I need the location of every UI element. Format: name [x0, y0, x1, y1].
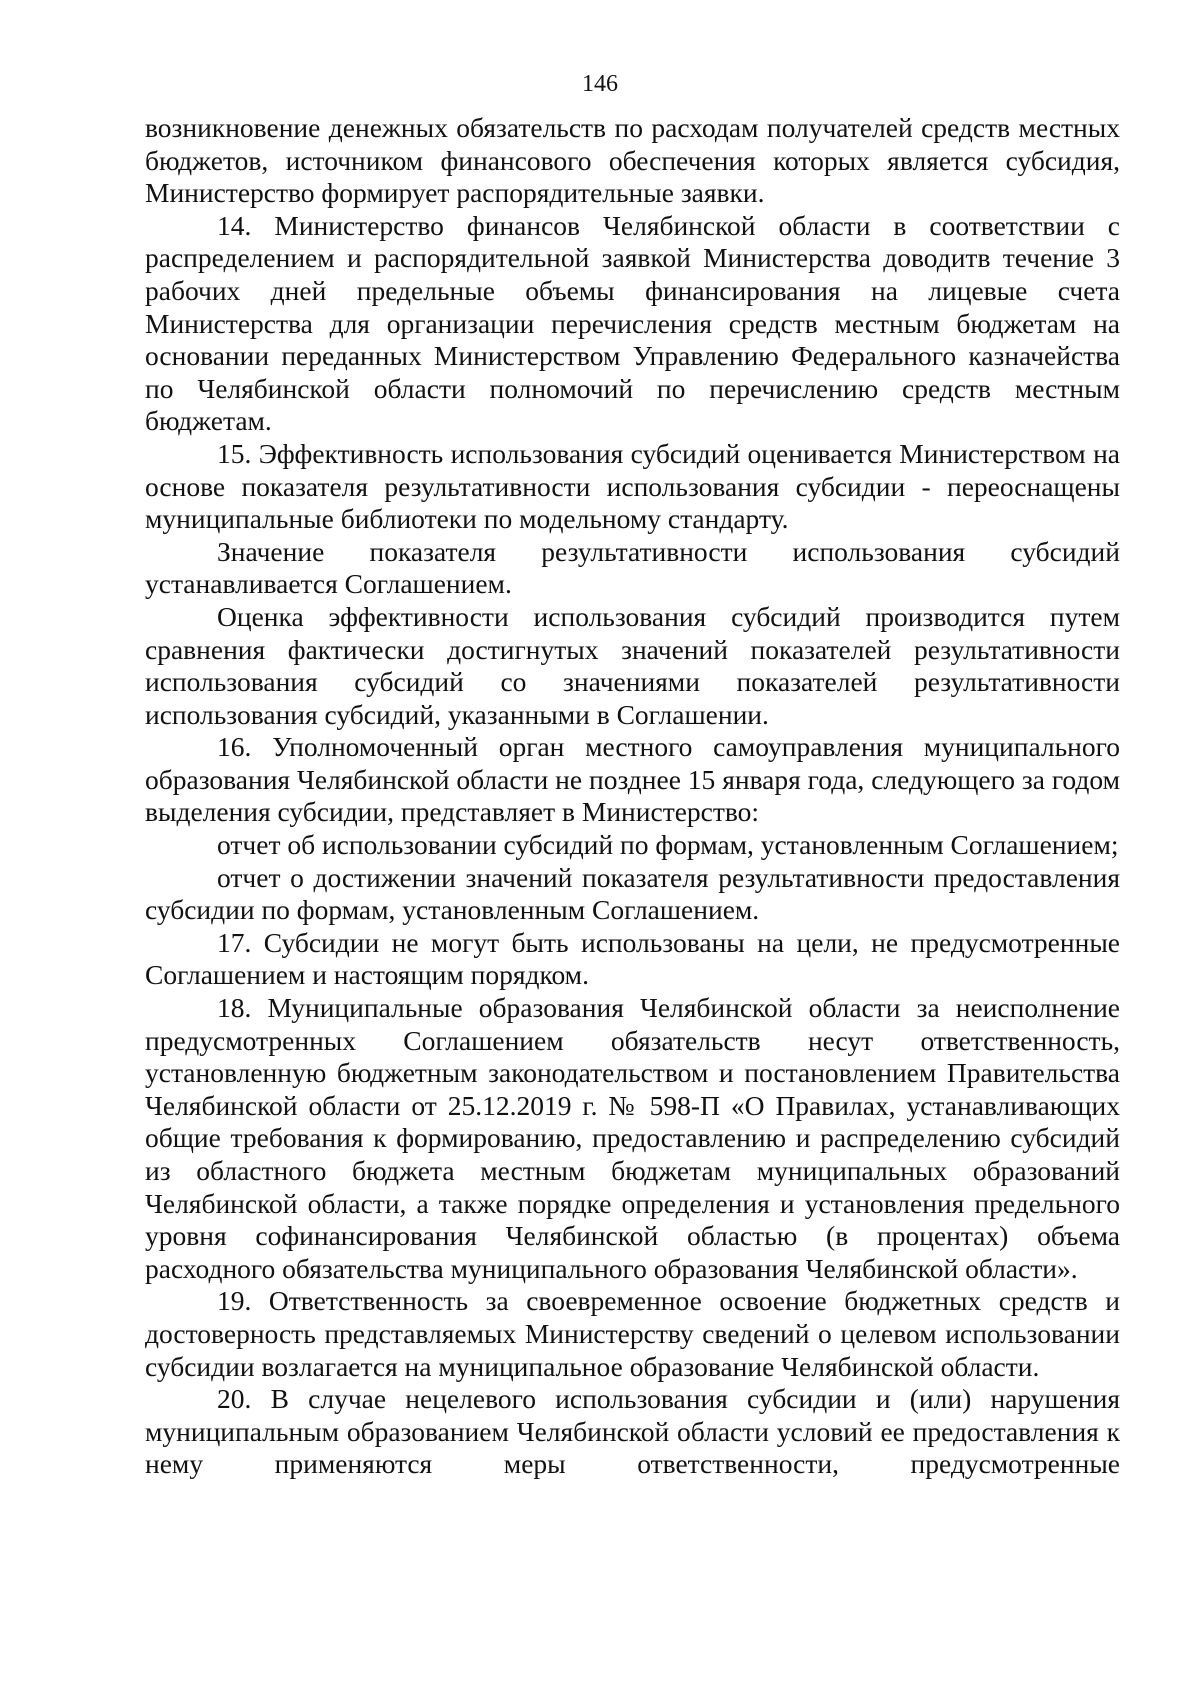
page-number: 146 [582, 71, 618, 97]
paragraph-19: 19. Ответственность за своевременное освоение бюджетных средств и достоверность представляемых Министерству сведений о целевом использовании субсидии возлагается на муниципальное образование Челябинской области. [145, 1285, 1120, 1382]
paragraph-20: 20. В случае нецелевого использования субсидии и (или) нарушения муниципальным образованием Челябинской области условий ее предоставления к нему применяются меры ответственности, предусмотренные [145, 1383, 1120, 1480]
paragraph-14: 14. Министерство финансов Челябинской области в соответствии с распределением и распорядительной заявкой Министерства доводитв течение 3 рабочих дней предельные объемы финансирования на лицевые счета Министерства для организации перечисления средств местным бюджетам на основании переданных Министерством Управлению Федерального казначейства по Челябинской области полномочий по перечислению средств местным бюджетам. [145, 209, 1120, 437]
paragraph-16-report-results: отчет о достижении значений показателя результативности предоставления субсидии по формам, установленным Соглашением. [145, 861, 1120, 926]
paragraph-continuation: возникновение денежных обязательств по расходам получателей средств местных бюджетов, источником финансового обеспечения которых является субсидия, Министерство формирует распорядительные заявки. [145, 112, 1120, 209]
paragraph-16: 16. Уполномоченный орган местного самоуправления муниципального образования Челябинской области не позднее 15 января года, следующего за годом выделения субсидии, представляет в Министерство: [145, 731, 1120, 828]
paragraph-15-evaluation: Оценка эффективности использования субсидий производится путем сравнения фактически достигнутых значений показателей результативности использования субсидий со значениями показателей результативности использования субсидий, указанными в Соглашении. [145, 600, 1120, 730]
paragraph-16-report-usage: отчет об использовании субсидий по формам, установленным Соглашением; [217, 829, 1119, 861]
paragraph-15: 15. Эффективность использования субсидий оценивается Министерством на основе показателя результативности использования субсидии - переоснащены муниципальные библиотеки по модельному стандарту. [145, 437, 1120, 535]
paragraph-18: 18. Муниципальные образования Челябинской области за неисполнение предусмотренных Соглашением обязательств несут ответственность, установленную бюджетным законодательством и постановлением Правительства Челябинской области от 25.12.2019 г. № 598-П «О Правилах, устанавливающих общие требования к формированию, предоставлению и распределению субсидий из областного бюджета местным бюджетам муниципальных образований Челябинской области, а также порядке определения и установления предельного уровня софинансирования Челябинской областью (в процентах) объема расходного обязательства муниципального образования Челябинской области». [145, 992, 1120, 1284]
paragraph-15-indicator-value: Значение показателя результативности использования субсидий устанавливается Соглашением. [145, 535, 1120, 600]
document-body [145, 112, 1120, 1481]
paragraph-17: 17. Субсидии не могут быть использованы на цели, не предусмотренные Соглашением и настоящим порядком. [145, 926, 1120, 991]
